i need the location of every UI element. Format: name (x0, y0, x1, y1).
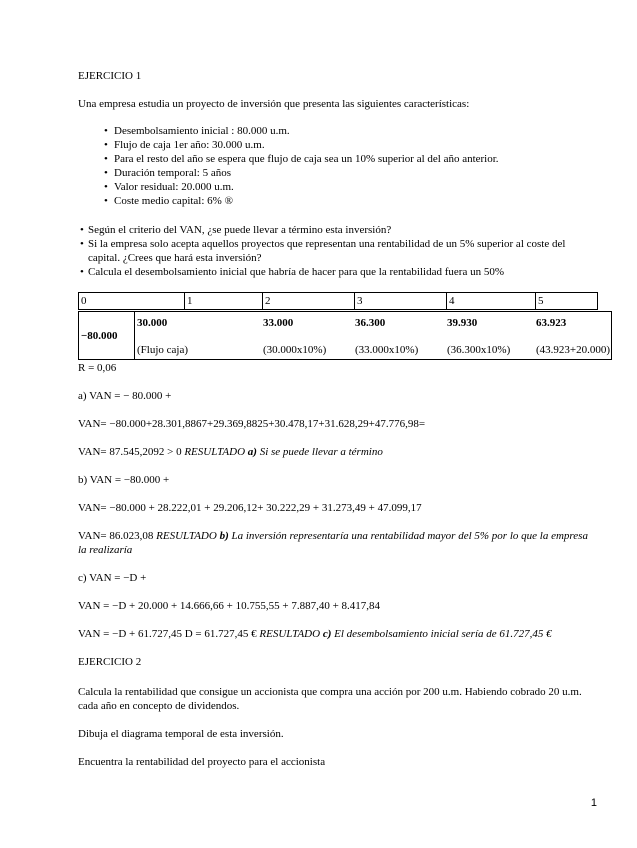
question-item: • Según el criterio del VAN, ¿se puede llevar a término esta inversión? (80, 223, 600, 237)
exercise-1-intro: Una empresa estudia un proyecto de inversión que presenta las siguientes características: (78, 98, 470, 110)
part-c-label: c) VAN = −D + (78, 572, 147, 584)
flow-note: (Flujo caja) (137, 344, 189, 356)
flow-cell (135, 312, 261, 359)
exercise-2-p1: Calcula la rentabilidad que consigue un accionista que compra una acción por 200 u.m. Habiendo cobrado 20 u.m. cada año en concepto de dividendos. (78, 686, 582, 712)
flow-value: 39.930 (447, 317, 478, 329)
exercise-2-p2: Dibuja el diagrama temporal de esta inversión. (78, 728, 284, 740)
characteristics-list (104, 124, 499, 208)
flow-cell (261, 312, 353, 359)
part-b-result (78, 529, 598, 557)
result-text: La inversión representaría una rentabilidad mayor del 5% por lo que la empresa la realizaría (78, 530, 588, 556)
flow-value: 30.000 (137, 317, 168, 329)
part-b-calc: VAN= −80.000 + 28.222,01 + 29.206,12+ 30.222,29 + 31.273,49 + 47.099,17 (78, 502, 422, 514)
year-cell: 2 (262, 292, 354, 310)
year-cell: 1 (184, 292, 262, 310)
list-item: • Duración temporal: 5 años (104, 166, 499, 180)
result-letter: a) (247, 446, 257, 458)
result-value: VAN= 86.023,08 (78, 530, 157, 542)
result-tag: RESULTADO (259, 628, 323, 640)
year-cell: 0 (78, 292, 184, 310)
list-item: • Desembolsamiento inicial : 80.000 u.m. (104, 124, 499, 138)
flow-cell (445, 312, 534, 359)
result-value: VAN= 87.545,2092 > 0 (78, 446, 185, 458)
part-a-calc: VAN= −80.000+28.301,8867+29.369,8825+30.478,17+31.628,29+47.776,98= (78, 418, 426, 430)
list-item: • Coste medio capital: 6% ® (104, 194, 499, 208)
year-cell: 3 (354, 292, 446, 310)
questions-list (80, 223, 600, 279)
question-item: • Si la empresa solo acepta aquellos proyectos que representan una rentabilidad de un 5% superior al coste del capital. ¿Crees que hará esta inversión? (80, 237, 600, 265)
exercise-1-title: EJERCICIO 1 (78, 70, 142, 82)
result-tag: RESULTADO (184, 446, 248, 458)
part-c-result (78, 627, 552, 641)
result-value: VAN = −D + 61.727,45 D = 61.727,45 € (78, 628, 260, 640)
cash-flow-row (78, 311, 612, 360)
year-cell: 4 (446, 292, 535, 310)
list-item: • Flujo de caja 1er año: 30.000 u.m. (104, 138, 499, 152)
exercise-2-title: EJERCICIO 2 (78, 656, 142, 668)
page-number: 1 (590, 797, 597, 809)
result-tag: RESULTADO (156, 530, 220, 542)
flow-note: (30.000x10%) (263, 344, 327, 356)
result-text: Si se puede llevar a término (256, 446, 383, 458)
flow-cell (353, 312, 445, 359)
initial-outlay-value: −80.000 (81, 330, 118, 342)
part-b-label: b) VAN = −80.000 + (78, 474, 170, 486)
list-item: • Valor residual: 20.000 u.m. (104, 180, 499, 194)
part-a-label: a) VAN = − 80.000 + (78, 390, 172, 402)
part-a-result (78, 445, 383, 459)
flow-value: 63.923 (536, 317, 567, 329)
list-item: • Para el resto del año se espera que flujo de caja sea un 10% superior al del año anterior. (104, 152, 499, 166)
flow-note: (33.000x10%) (355, 344, 419, 356)
result-letter: b) (219, 530, 229, 542)
part-c-calc: VAN = −D + 20.000 + 14.666,66 + 10.755,55 + 7.887,40 + 8.417,84 (78, 600, 381, 612)
year-cell: 5 (535, 292, 598, 310)
discount-rate: R = 0,06 (78, 362, 117, 374)
flow-note: (36.300x10%) (447, 344, 511, 356)
result-text: El desembolsamiento inicial sería de 61.727,45 € (331, 628, 552, 640)
year-header-row (78, 292, 598, 310)
flow-cell (534, 312, 612, 359)
exercise-2-p3: Encuentra la rentabilidad del proyecto para el accionista (78, 756, 326, 768)
initial-outlay-cell (79, 312, 135, 359)
flow-value: 33.000 (263, 317, 294, 329)
flow-note: (43.923+20.000) (536, 344, 611, 356)
result-letter: c) (322, 628, 332, 640)
flow-value: 36.300 (355, 317, 386, 329)
question-item: • Calcula el desembolsamiento inicial que habría de hacer para que la rentabilidad fuera un 50% (80, 265, 600, 279)
